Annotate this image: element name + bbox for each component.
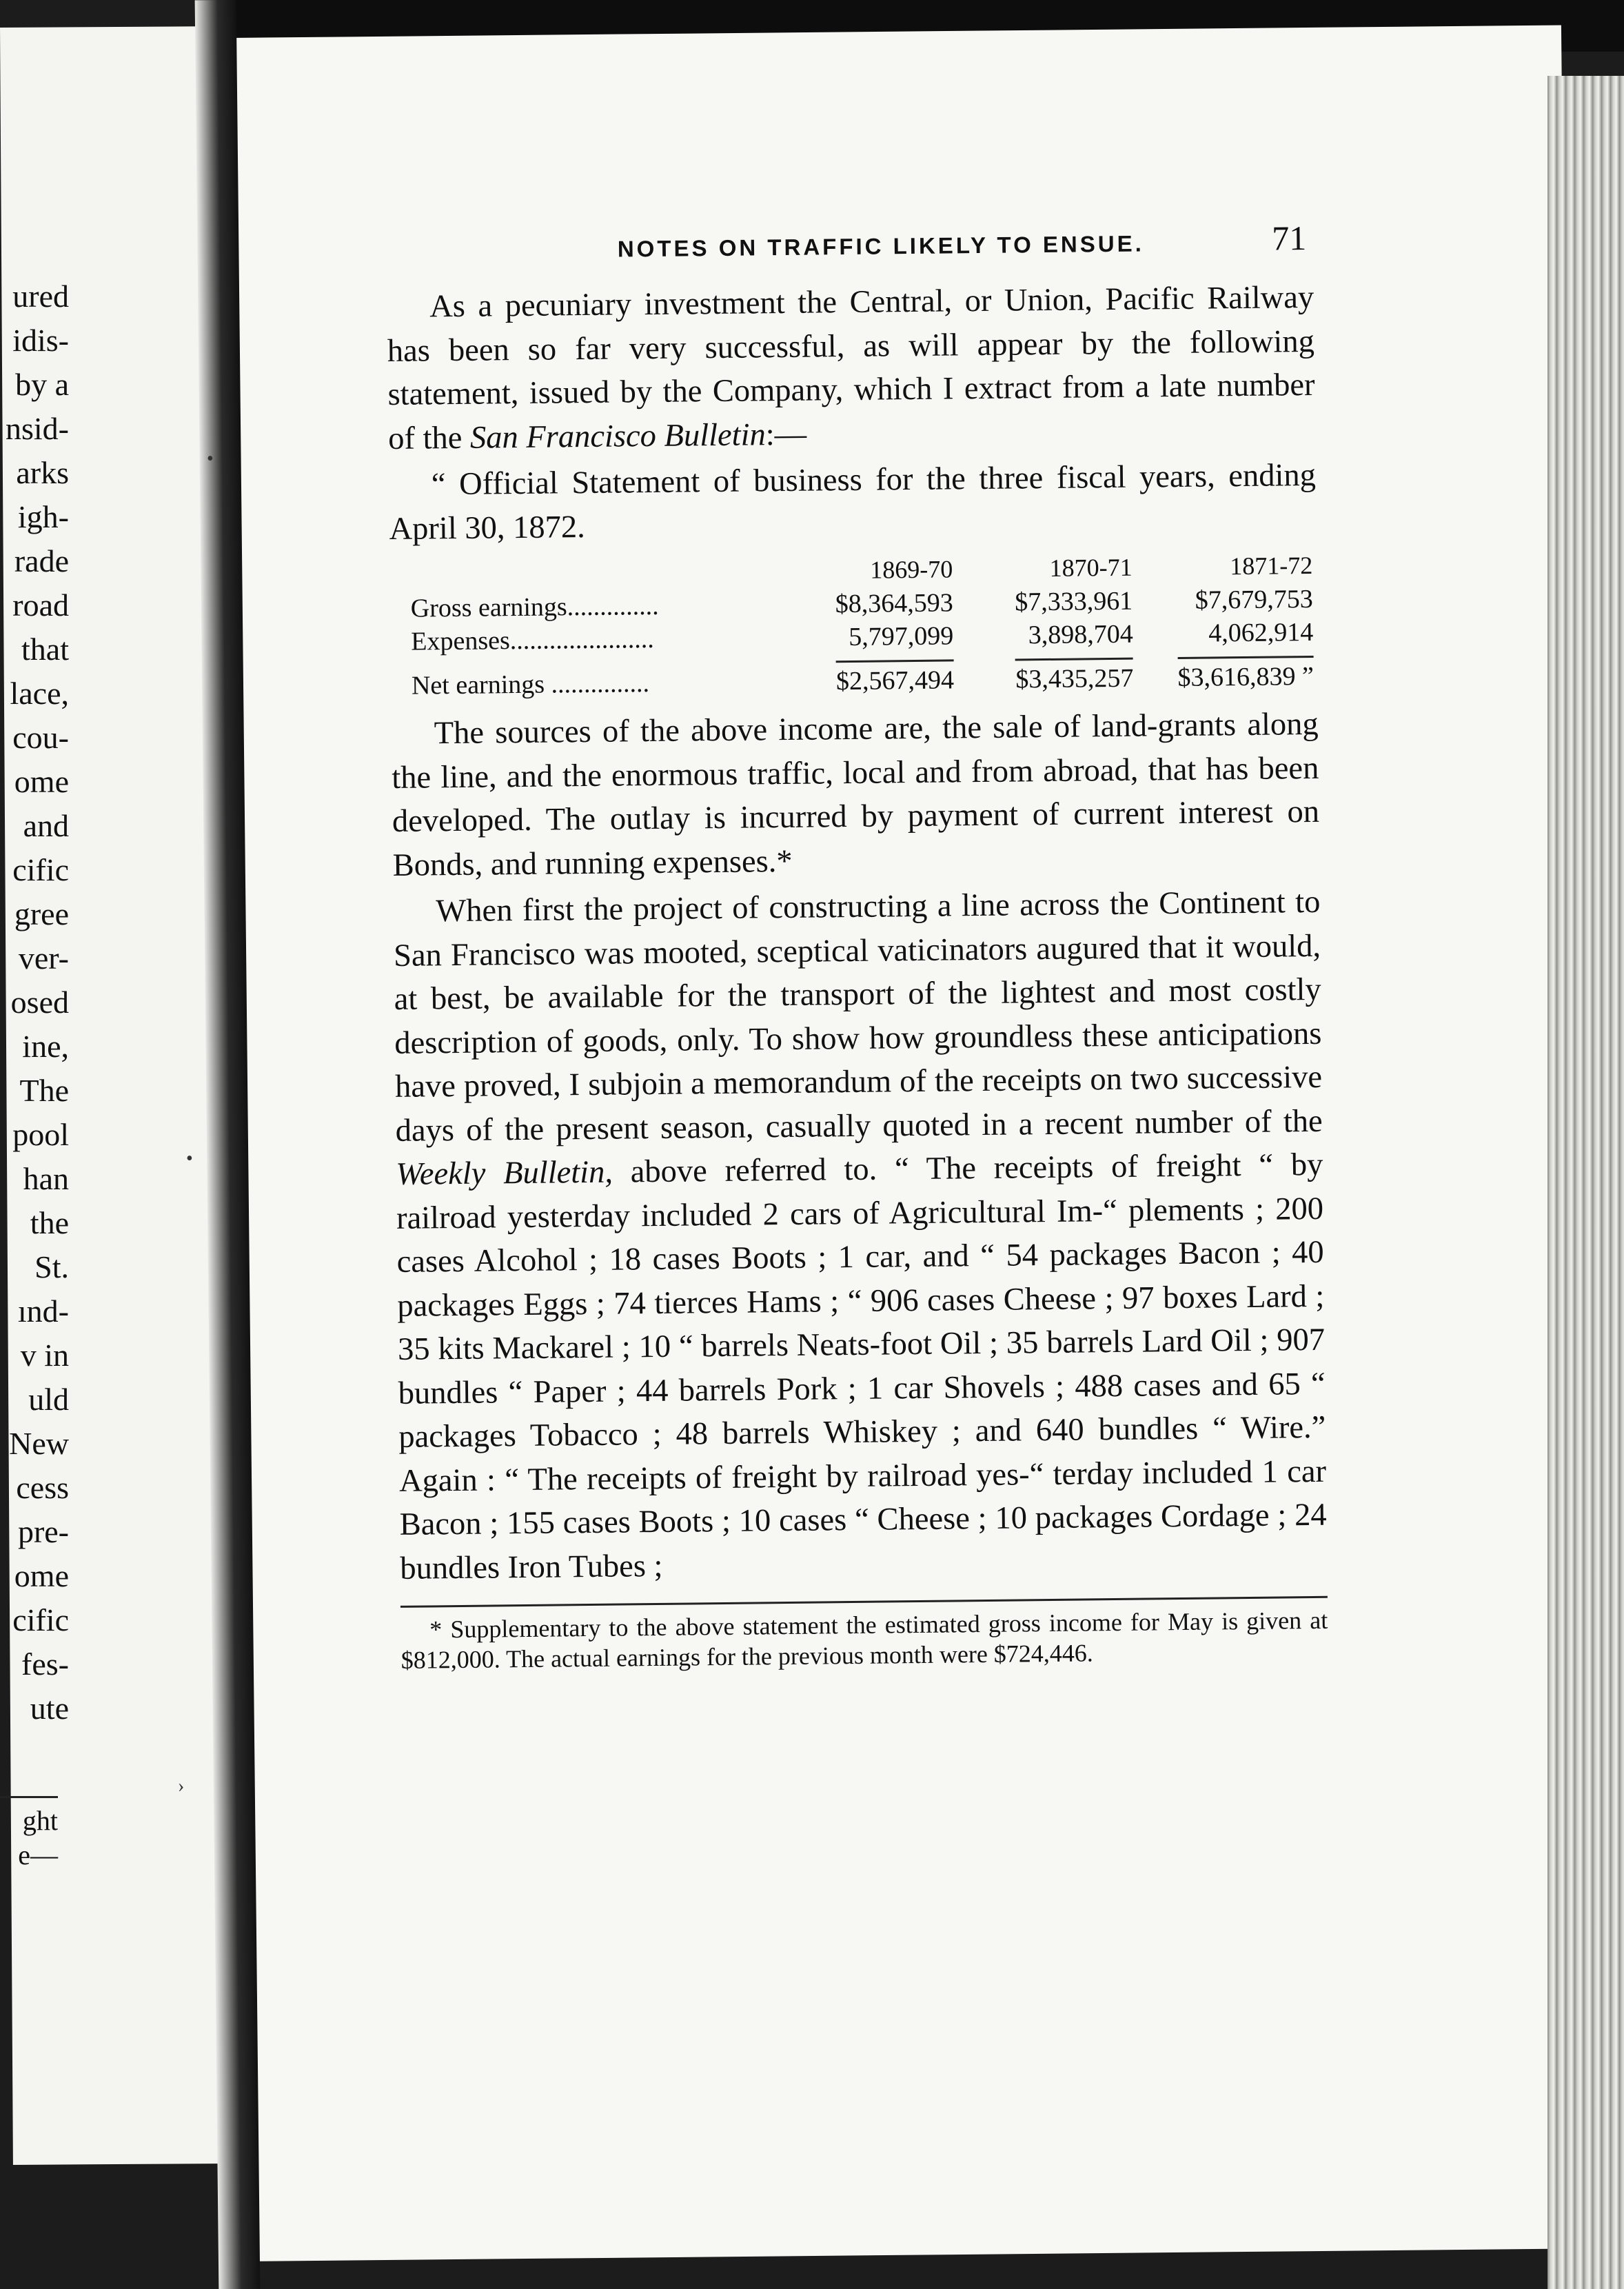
left-page-fragment: pool — [12, 1117, 69, 1152]
left-page-fragment: ome — [14, 1558, 69, 1593]
net-value: $3,435,257 — [1015, 658, 1134, 694]
left-page-fragment: gree — [14, 896, 69, 931]
page-number: 71 — [1271, 219, 1307, 258]
net-value: $2,567,494 — [836, 659, 955, 696]
table-cell — [778, 652, 958, 698]
left-page-fragment: New — [9, 1426, 69, 1461]
table-cell: 5,797,099 — [849, 621, 954, 652]
left-page-footnote-fragments — [0, 1796, 58, 1873]
left-page-fragment: v in — [20, 1338, 69, 1373]
footnote: * Supplementary to the above statement the estimated gross income for May is given at $812,000. The actual earnings for the previous month were $724,446. — [400, 1606, 1328, 1674]
left-page-fragment: osed — [10, 985, 69, 1020]
running-head — [386, 218, 1314, 285]
table-cell: 4,062,914 — [1208, 617, 1314, 648]
receipts-paragraph — [393, 880, 1328, 1591]
intro-text-end: :— — [765, 416, 807, 452]
row-label: Gross earnings.............. — [410, 591, 659, 623]
left-page-fragment: by a — [15, 367, 69, 402]
page-edges — [1547, 76, 1624, 2289]
page-content — [386, 218, 1328, 1675]
left-page-fragment: lace, — [10, 676, 69, 711]
left-page-fragment: ine, — [22, 1029, 69, 1064]
row-label: Expenses...................... — [411, 624, 655, 656]
table-cell: 3,898,704 — [1028, 619, 1133, 650]
left-page-fragment: The — [19, 1073, 69, 1108]
left-page-fragment: fes- — [21, 1646, 69, 1682]
source-citation: Weekly Bulletin, — [396, 1154, 613, 1192]
left-page-fragment: that — [21, 632, 69, 667]
scan-mark: • — [186, 1148, 193, 1169]
left-page-fragment: han — [23, 1161, 69, 1196]
left-page-fragment: cess — [16, 1470, 69, 1505]
left-page-fragment: idis- — [12, 323, 69, 358]
statement-intro: “ Official Statement of business for the three fiscal years, ending April 30, 1872. — [389, 457, 1317, 547]
left-page-fragment: cou- — [12, 720, 69, 755]
year-header: 1871-72 — [1230, 551, 1313, 581]
left-page-fragment: ured — [12, 279, 69, 314]
table-cell: $7,333,961 — [1014, 586, 1133, 617]
year-header: 1869-70 — [870, 555, 953, 584]
sources-paragraph: The sources of the above income are, the sale of land-grants along the line, and the enormous traffic, local and from abroad, that has been developed. The outlay is incurred by payment of current interest on Bonds, and running expenses.* — [392, 706, 1320, 883]
source-citation: San Francisco Bulletin — [469, 416, 767, 456]
table-cell: $7,679,753 — [1195, 584, 1313, 615]
intro-paragraph — [387, 276, 1316, 461]
left-page-fragment: cific — [12, 852, 69, 887]
left-page-footnote-fragment: e— — [18, 1839, 58, 1870]
left-page-fragment: ome — [14, 764, 69, 799]
year-header: 1870-71 — [1049, 553, 1133, 582]
left-page-footnote-fragment: ght — [22, 1805, 58, 1836]
receipts-text-end: above referred to. “ The receipts of freight “ by railroad yesterday included 2 cars of Agricultural Im-“ plements ; 200 cases Alcohol ; 18 cases Boots ; 1 car, and “ 54 packages Bacon ; 40 packages Eggs ; 74 tierces Hams ; “ 906 cases Cheese ; 97 boxes Lard ; 35 kits Mackarel ; 10 “ barrels Neats-foot Oil ; 35 barrels Lard Oil ; 907 bundles “ Paper ; 44 barrels Pork ; 1 car Shovels ; 488 cases and 65 “ packages Tobacco ; 48 barrels Whiskey ; and 640 bundles “ Wire.” Again : “ The receipts of freight by railroad yes-“ terday included 1 car Bacon ; 155 cases Boots ; 10 cases “ Cheese ; 10 packages Cordage ; 24 bundles Iron Tubes ; — [396, 1147, 1327, 1586]
left-page-fragment: nsid- — [6, 411, 69, 446]
left-page-fragment: igh- — [17, 499, 69, 534]
left-page-fragment: ute — [30, 1691, 69, 1726]
left-page-fragment: uld — [28, 1382, 69, 1417]
left-page-fragment: arks — [16, 455, 69, 490]
running-title: NOTES ON TRAFFIC LIKELY TO ENSUE. — [617, 230, 1144, 262]
net-value: $3,616,839 ” — [1177, 656, 1314, 692]
left-page-fragment: pre- — [17, 1514, 69, 1549]
left-page-fragment: ınd- — [17, 1293, 69, 1329]
table-cell — [1137, 649, 1318, 695]
left-page-fragment: St. — [34, 1249, 69, 1284]
financial-statement-table — [389, 549, 1318, 703]
scan-mark: › — [178, 1775, 185, 1797]
intro-text: As a pecuniary investment the Central, or Union, Pacific Railway has been so far very successful, as will appear by the following statement, issued by the Company, which I extract from a late number of the — [387, 279, 1315, 456]
scan-mark: • — [207, 448, 214, 470]
left-page-fragment: road — [12, 587, 69, 623]
left-page-text-fragments — [0, 274, 69, 1731]
receipts-text: When first the project of constructing a line across the Continent to San Francisco was mooted, sceptical vaticinators augured that it would, at best, be available for the transport of the lightest and most costly description of goods, only. To show how groundless these anticipations have proved, I subjoin a memorandum of the receipts on two successive days of the present season, casually quoted in a recent number of the — [393, 884, 1323, 1149]
table-total-row — [391, 649, 1319, 703]
left-page-fragment: rade — [14, 543, 69, 578]
table-cell — [958, 651, 1138, 697]
left-page-fragment: ver- — [18, 940, 69, 976]
row-label: Net earnings ............... — [411, 669, 650, 700]
left-page-fragment: the — [30, 1205, 69, 1240]
left-page-fragment: and — [23, 808, 69, 843]
table-corner — [389, 555, 778, 592]
table-cell: $8,364,593 — [835, 588, 953, 619]
left-page-fragment: cific — [12, 1602, 69, 1637]
